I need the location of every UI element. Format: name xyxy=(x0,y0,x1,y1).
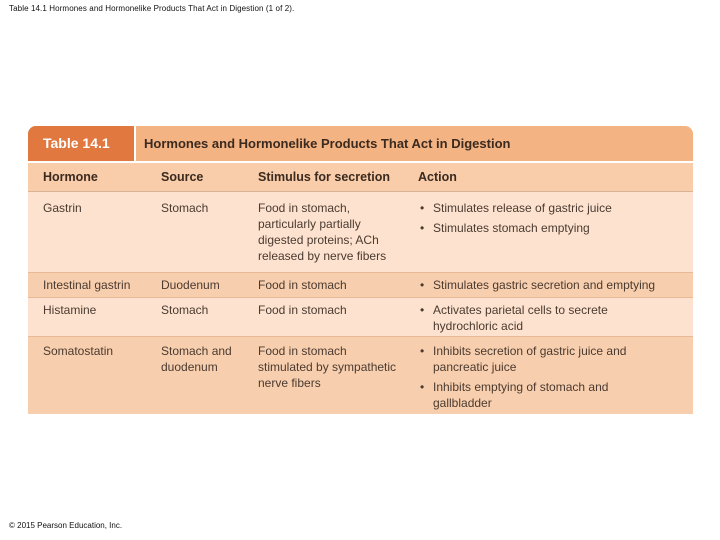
action-bullet: • Stimulates gastric secretion and emptying xyxy=(418,277,686,293)
cell-hormone: Histamine xyxy=(43,303,97,317)
table-title: Hormones and Hormonelike Products That Act in Digestion xyxy=(144,136,511,151)
slide-caption: Table 14.1 Hormones and Hormonelike Products That Act in Digestion (1 of 2). xyxy=(9,4,295,13)
cell-stimulus: Food in stomach xyxy=(258,278,347,292)
cell-action xyxy=(418,343,638,414)
action-bullet: • Inhibits secretion of gastric juice and pancreatic juice xyxy=(418,343,638,375)
table-number-tab xyxy=(28,126,136,161)
header-hormone: Hormone xyxy=(43,170,98,184)
cell-source: Stomach xyxy=(161,201,209,215)
action-bullet: • Activates parietal cells to secrete hydrochloric acid xyxy=(418,302,623,334)
table-title-bar xyxy=(28,126,693,163)
cell-action xyxy=(418,200,686,240)
cell-hormone: Gastrin xyxy=(43,201,82,215)
cell-stimulus: Food in stomach xyxy=(258,303,347,317)
table-row-intestinal-gastrin xyxy=(28,273,693,298)
header-action: Action xyxy=(418,170,457,184)
table-number: Table 14.1 xyxy=(43,135,110,151)
cell-action xyxy=(418,277,686,297)
cell-stimulus: Food in stomach, particularly partially digested proteins; ACh released by nerve fibers xyxy=(258,201,387,263)
copyright-notice: © 2015 Pearson Education, Inc. xyxy=(9,521,123,530)
cell-hormone: Intestinal gastrin xyxy=(43,278,131,292)
header-stimulus: Stimulus for secretion xyxy=(258,170,390,184)
hormone-table xyxy=(28,126,693,414)
table-header-row xyxy=(28,163,693,192)
cell-source: Stomach and duodenum xyxy=(161,344,232,374)
action-bullet: • Stimulates release of gastric juice xyxy=(418,200,686,216)
action-bullet: • Inhibits emptying of stomach and gallbladder xyxy=(418,379,638,411)
cell-action xyxy=(418,302,623,338)
cell-hormone: Somatostatin xyxy=(43,344,114,358)
table-row-somatostatin xyxy=(28,337,693,414)
header-source: Source xyxy=(161,170,204,184)
cell-source: Stomach xyxy=(161,303,209,317)
table-row-gastrin xyxy=(28,192,693,273)
table-row-histamine xyxy=(28,298,693,337)
cell-stimulus: Food in stomach stimulated by sympathetic nerve fibers xyxy=(258,344,397,390)
action-bullet: • Stimulates stomach emptying xyxy=(418,220,686,236)
cell-source: Duodenum xyxy=(161,278,220,292)
